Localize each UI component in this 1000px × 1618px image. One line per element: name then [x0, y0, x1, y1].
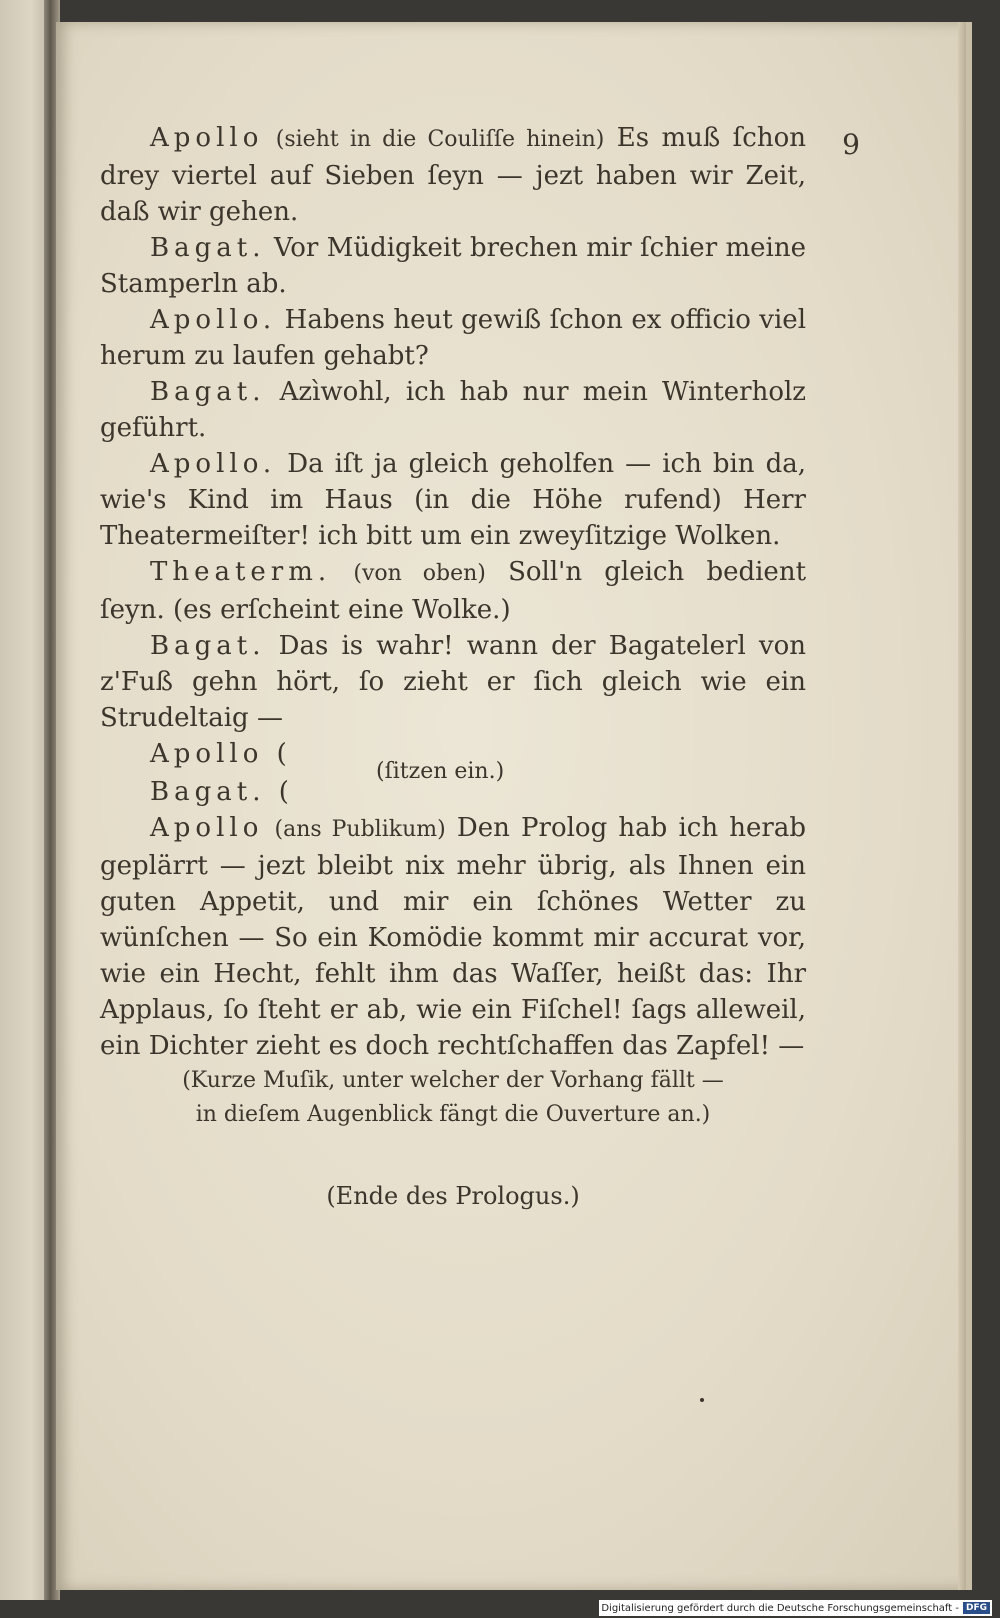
speaker-name: Apollo	[150, 123, 264, 153]
dialogue-text: Da iſt ja gleich geholfen — ich bin da, wie's Kind im Haus (in die Höhe rufend) Herr Theatermeiſter! ich bitt um ein zweyſitzige Wolken.	[100, 449, 807, 551]
closing-stage-direction: in dieſem Augenblick fängt die Ouverture an.)	[195, 1102, 711, 1127]
closing-stage-direction: (Kurze Muſik, unter welcher der Vorhang fällt —	[182, 1068, 724, 1093]
dialogue-paragraph	[100, 554, 806, 628]
speaker-name: Apollo	[150, 813, 264, 843]
dialogue-paragraph	[100, 810, 806, 1064]
page-edge	[958, 22, 966, 1590]
dialogue-paragraph	[100, 628, 806, 736]
stage-direction: (von oben)	[353, 561, 486, 586]
speaker-name: Bagat.	[150, 631, 266, 661]
dialogue-paragraph	[100, 446, 806, 554]
dialogue-text: Soll'n gleich bedient ſeyn. (es erſcheint eine Wolke.)	[100, 557, 807, 625]
speaker-name: Bagat.	[150, 233, 266, 263]
dialogue-paragraph	[100, 230, 806, 302]
speaker-name: Apollo (	[150, 739, 292, 769]
stage-direction: (ſitzen ein.)	[376, 759, 505, 784]
dialogue-text: Den Prolog hab ich herab geplärrt — jezt bleibt nix mehr übrig, als Ihnen ein guten Appetit, und mir ein ſchönes Wetter zu wünſchen — So ein Komödie kommt mir accurat vor, wie ein Hecht, fehlt ihm das Waſſer, heißt das: Ihr Applaus, ſo ſteht er ab, wie ein Fiſchel! ſags alleweil, ein Dichter zieht es doch rechtſchaffen das Zapfel! —	[100, 813, 806, 1061]
dialogue-paragraph	[100, 120, 806, 230]
page-number: 9	[842, 128, 860, 161]
page-text	[100, 120, 806, 1214]
dialogue-paragraph	[100, 374, 806, 446]
speaker-name: Apollo.	[150, 305, 277, 335]
ink-speck	[700, 1398, 704, 1402]
dialogue-text: Azìwohl, ich hab nur mein Winterholz geführt.	[100, 377, 807, 443]
dialogue-text: Habens heut gewiß ſchon ex officio viel herum zu laufen gehabt?	[100, 305, 807, 371]
speaker-name: Bagat.	[150, 377, 266, 407]
speaker-name: Bagat. (	[150, 777, 294, 807]
dialogue-text: Es muß ſchon drey viertel auf Sieben ſeyn — jezt haben wir Zeit, daß wir gehen.	[100, 123, 807, 227]
digitization-footer	[599, 1600, 992, 1616]
dialogue-paragraph	[100, 302, 806, 374]
footer-credit: Digitalisierung gefördert durch die Deutsche Forschungsgemeinschaft -	[601, 1602, 959, 1614]
duo-speakers	[150, 736, 806, 810]
dialogue-text: Vor Müdigkeit brechen mir ſchier meine Stamperln ab.	[100, 233, 806, 299]
stage-direction: (ans Publikum)	[274, 817, 446, 842]
speaker-name: Apollo.	[150, 449, 277, 479]
dialogue-text: Das is wahr! wann der Bagatelerl von z'Fuß gehn hört, ſo zieht er ſich gleich wie ein Strudeltaig —	[100, 631, 806, 733]
end-of-prologue-note: (Ende des Prologus.)	[326, 1182, 580, 1210]
speaker-name: Theaterm.	[150, 557, 332, 587]
dfg-logo-icon: DFG	[963, 1602, 990, 1614]
stage-direction: (sieht in die Couliſſe hinein)	[275, 127, 605, 152]
